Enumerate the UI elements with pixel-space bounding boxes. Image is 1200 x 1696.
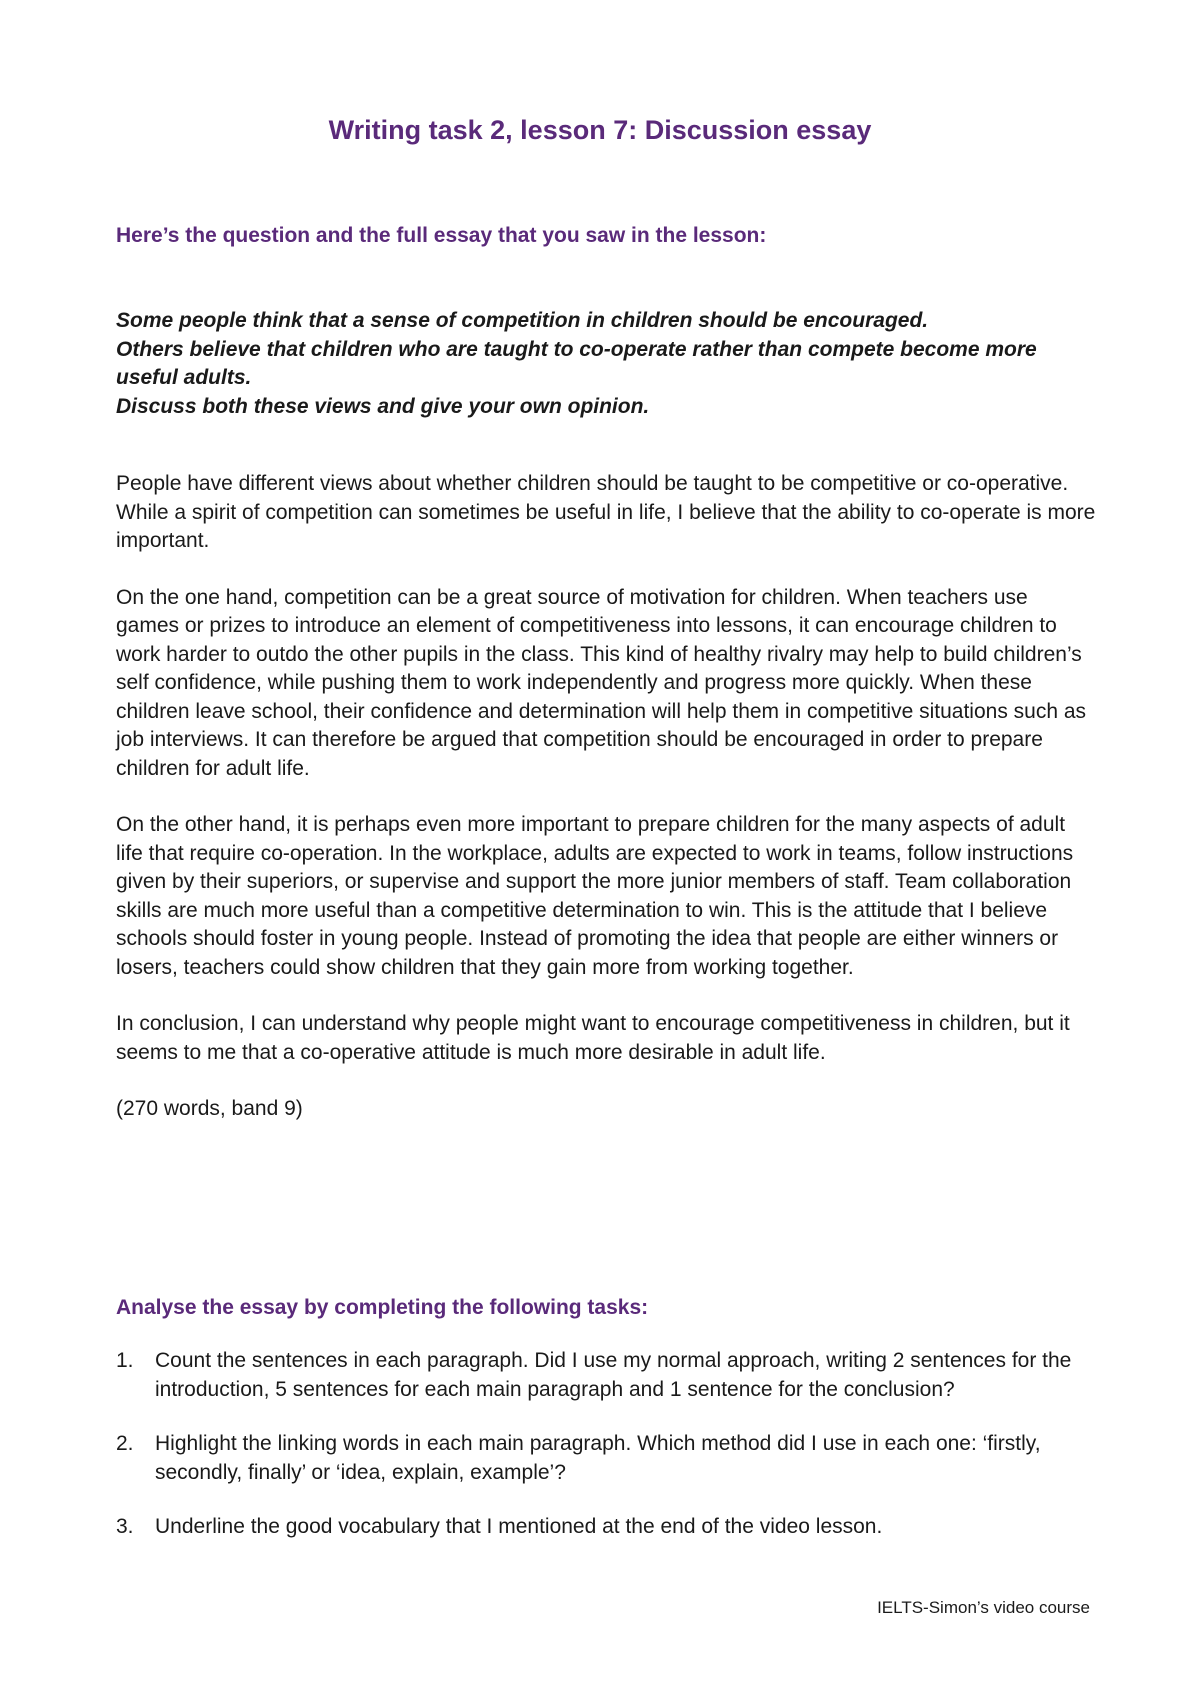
task-item (116, 1430, 1096, 1487)
task-text: Highlight the linking words in each main paragraph. Which method did I use in each one: ‘firstly, secondly, finally’ or ‘idea, explain, example’? (155, 1432, 1041, 1484)
task-text: Underline the good vocabulary that I mentioned at the end of the video lesson. (155, 1515, 883, 1538)
tasks-heading: Analyse the essay by completing the following tasks: (116, 1296, 649, 1319)
task-text: Count the sentences in each paragraph. Did I use my normal approach, writing 2 sentences for the introduction, 5 sentences for each main paragraph and 1 sentence for the conclusion? (155, 1349, 1072, 1401)
question-line: Some people think that a sense of competition in children should be encouraged. (116, 309, 929, 332)
task-list (116, 1347, 1096, 1568)
question-line: Others believe that children who are taught to co-operate rather than compete become more useful adults. (116, 337, 1037, 389)
essay-conclusion: In conclusion, I can understand why people might want to encourage competitiveness in children, but it seems to me that a co-operative attitude is much more desirable in adult life. (116, 1012, 1070, 1064)
task-item (116, 1347, 1096, 1404)
word-count-note: (270 words, band 9) (116, 1097, 303, 1120)
intro-heading: Here’s the question and the full essay that you saw in the lesson: (116, 224, 767, 247)
page-title: Writing task 2, lesson 7: Discussion essay (328, 115, 872, 145)
page-footer: IELTS-Simon’s video course (877, 1598, 1090, 1617)
task-item (116, 1513, 1096, 1542)
question-line: Discuss both these views and give your own opinion. (116, 394, 650, 418)
task-number: 2. (116, 1432, 134, 1455)
essay-paragraph-2: On the other hand, it is perhaps even more important to prepare children for the many aspects of adult life that require co-operation. In the workplace, adults are expected to work in teams, follow instructions given by their superiors, or supervise and support the more junior members of staff. Team collaboration skills are much more useful than a competitive determination to win. This is the attitude that I believe schools should foster in young people. Instead of promoting the idea that people are either winners or losers, teachers could show children that they gain more from working together. (116, 813, 1074, 979)
essay-paragraph-1: On the one hand, competition can be a great source of motivation for children. When teachers use games or prizes to introduce an element of competitiveness into lessons, it can encourage children to work harder to outdo the other pupils in the class. This kind of healthy rivalry may help to build children’s self confidence, while pushing them to work independently and progress more quickly. When these children leave school, their confidence and determination will help them in competitive situations such as job interviews. It can therefore be argued that competition should be encouraged in order to prepare children for adult life. (116, 585, 1087, 780)
essay-introduction: People have different views about whether children should be taught to be competitive or co-operative. While a spirit of competition can sometimes be useful in life, I believe that the ability to co-operate is more important. (116, 472, 1096, 552)
essay-body (116, 470, 1096, 1152)
task-number: 3. (116, 1515, 134, 1538)
essay-question (116, 307, 1096, 421)
task-number: 1. (116, 1349, 134, 1372)
